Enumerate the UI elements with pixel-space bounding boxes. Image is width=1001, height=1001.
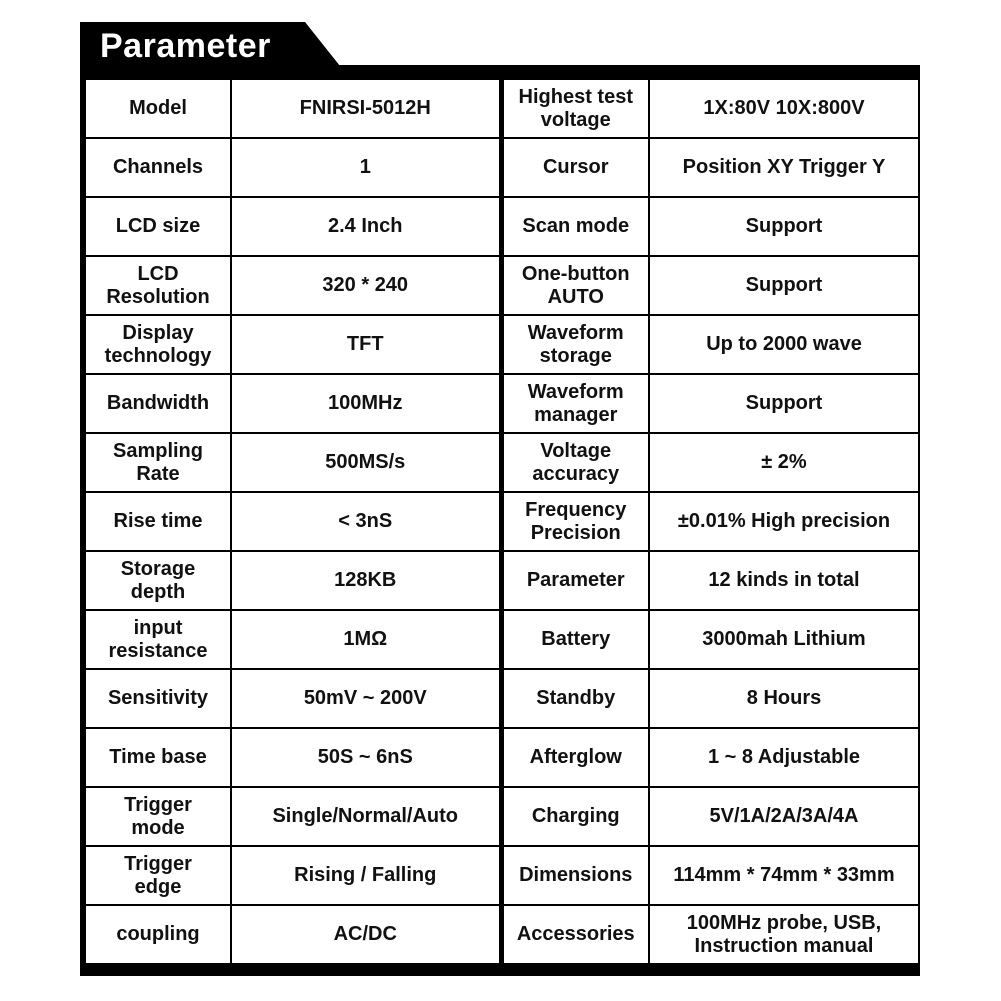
table-row: [85, 256, 919, 315]
param-name-cell: Parameter: [501, 551, 649, 610]
param-name-cell: input resistance: [85, 610, 231, 669]
param-value-cell: Position XY Trigger Y: [649, 138, 919, 197]
param-value-cell: < 3nS: [231, 492, 501, 551]
param-name-cell: Standby: [501, 669, 649, 728]
param-name-cell: Accessories: [501, 905, 649, 964]
param-name-cell: Waveform storage: [501, 315, 649, 374]
param-value-cell: 320 * 240: [231, 256, 501, 315]
table-row: [85, 787, 919, 846]
table-row: [85, 492, 919, 551]
param-value-cell: 50mV ~ 200V: [231, 669, 501, 728]
param-name-cell: Channels: [85, 138, 231, 197]
param-name-cell: Voltage accuracy: [501, 433, 649, 492]
param-name-cell: Afterglow: [501, 728, 649, 787]
param-name-cell: Model: [85, 79, 231, 138]
param-name-cell: LCD size: [85, 197, 231, 256]
param-value-cell: AC/DC: [231, 905, 501, 964]
parameter-table: [84, 78, 920, 965]
param-name-cell: Dimensions: [501, 846, 649, 905]
param-value-cell: Up to 2000 wave: [649, 315, 919, 374]
param-name-cell: Trigger edge: [85, 846, 231, 905]
table-row: [85, 138, 919, 197]
param-value-cell: 100MHz: [231, 374, 501, 433]
param-value-cell: 8 Hours: [649, 669, 919, 728]
param-value-cell: 3000mah Lithium: [649, 610, 919, 669]
param-value-cell: 500MS/s: [231, 433, 501, 492]
param-value-cell: TFT: [231, 315, 501, 374]
table-row: [85, 846, 919, 905]
table-row: [85, 610, 919, 669]
table-row: [85, 728, 919, 787]
param-name-cell: Sampling Rate: [85, 433, 231, 492]
table-row: [85, 905, 919, 964]
param-name-cell: Charging: [501, 787, 649, 846]
param-value-cell: 1MΩ: [231, 610, 501, 669]
param-name-cell: One-button AUTO: [501, 256, 649, 315]
param-value-cell: 1 ~ 8 Adjustable: [649, 728, 919, 787]
table-row: [85, 433, 919, 492]
param-name-cell: Battery: [501, 610, 649, 669]
param-value-cell: 2.4 Inch: [231, 197, 501, 256]
param-value-cell: 50S ~ 6nS: [231, 728, 501, 787]
param-value-cell: 100MHz probe, USB, Instruction manual: [649, 905, 919, 964]
param-name-cell: Scan mode: [501, 197, 649, 256]
param-name-cell: Highest test voltage: [501, 79, 649, 138]
param-name-cell: coupling: [85, 905, 231, 964]
param-name-cell: Sensitivity: [85, 669, 231, 728]
param-name-cell: Bandwidth: [85, 374, 231, 433]
param-value-cell: ± 2%: [649, 433, 919, 492]
param-value-cell: FNIRSI-5012H: [231, 79, 501, 138]
param-name-cell: Trigger mode: [85, 787, 231, 846]
table-row: [85, 79, 919, 138]
page-title: Parameter: [100, 27, 271, 65]
param-name-cell: Display technology: [85, 315, 231, 374]
param-name-cell: Time base: [85, 728, 231, 787]
table-row: [85, 374, 919, 433]
table-row: [85, 551, 919, 610]
param-value-cell: 12 kinds in total: [649, 551, 919, 610]
param-name-cell: Storage depth: [85, 551, 231, 610]
table-row: [85, 197, 919, 256]
table-row: [85, 315, 919, 374]
param-value-cell: 1: [231, 138, 501, 197]
param-name-cell: Rise time: [85, 492, 231, 551]
param-value-cell: 128KB: [231, 551, 501, 610]
param-value-cell: 5V/1A/2A/3A/4A: [649, 787, 919, 846]
param-name-cell: LCD Resolution: [85, 256, 231, 315]
param-value-cell: Support: [649, 374, 919, 433]
param-name-cell: Waveform manager: [501, 374, 649, 433]
param-name-cell: Cursor: [501, 138, 649, 197]
param-value-cell: 114mm * 74mm * 33mm: [649, 846, 919, 905]
param-value-cell: 1X:80V 10X:800V: [649, 79, 919, 138]
table-row: [85, 669, 919, 728]
param-value-cell: Single/Normal/Auto: [231, 787, 501, 846]
param-value-cell: Support: [649, 256, 919, 315]
param-value-cell: Rising / Falling: [231, 846, 501, 905]
param-name-cell: Frequency Precision: [501, 492, 649, 551]
param-value-cell: ±0.01% High precision: [649, 492, 919, 551]
param-value-cell: Support: [649, 197, 919, 256]
